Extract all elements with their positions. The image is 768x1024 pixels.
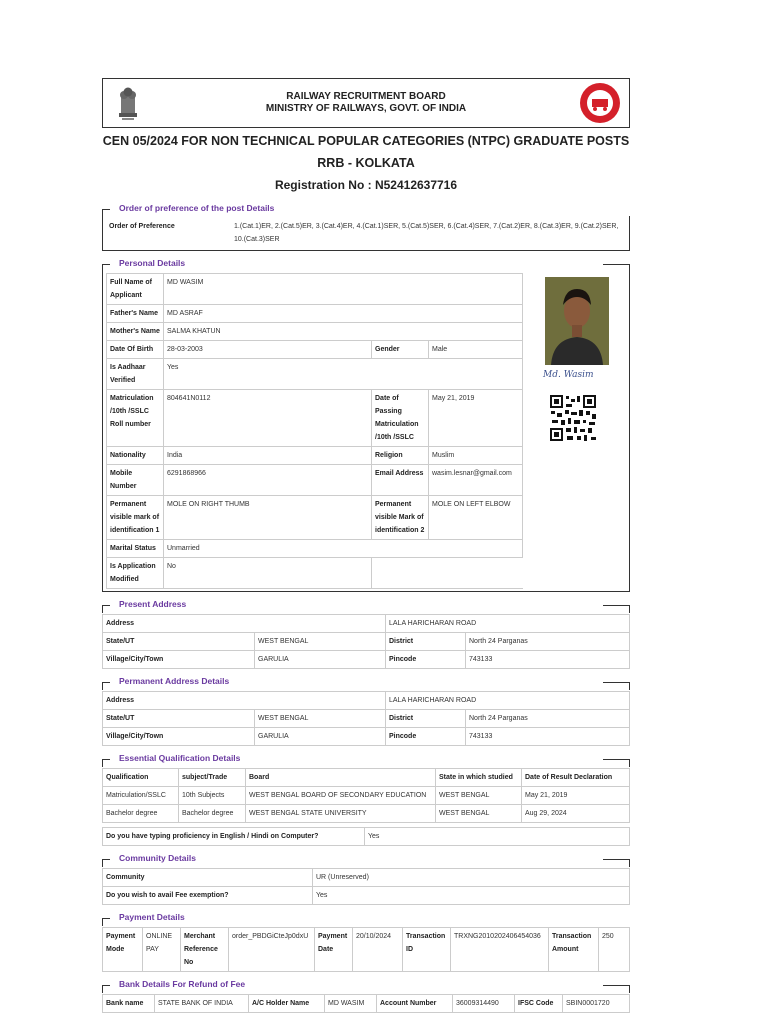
section-present-address — [102, 598, 630, 669]
value-father: MD ASRAF — [164, 305, 523, 323]
value-mark1: MOLE ON RIGHT THUMB — [164, 496, 372, 540]
value-village: GARULIA — [255, 728, 386, 746]
value-bank-name: STATE BANK OF INDIA — [155, 995, 249, 1013]
value-holder-name: MD WASIM — [325, 995, 377, 1013]
indian-railways-logo-icon — [579, 82, 621, 124]
label-mark1: Permanent visible mark of identification 1 — [107, 496, 164, 540]
label-village: Village/City/Town — [103, 728, 255, 746]
value-email: wasim.lesnar@gmail.com — [429, 465, 523, 496]
section-bank — [102, 978, 630, 1013]
registration-number: Registration No : N52412637716 — [274, 178, 458, 192]
label-marital: Marital Status — [107, 540, 164, 558]
value-typing: Yes — [365, 828, 630, 846]
value-payment-mode: ONLINE PAY — [143, 928, 181, 972]
value-district: North 24 Parganas — [466, 633, 630, 651]
label-mobile: Mobile Number — [107, 465, 164, 496]
value-nationality: India — [164, 447, 372, 465]
label-address: Address — [103, 692, 386, 710]
label-dop: Date of Passing Matriculation /10th /SSLC — [372, 390, 429, 447]
label-state: State/UT — [103, 633, 255, 651]
label-village: Village/City/Town — [103, 651, 255, 669]
value-merchant-ref: order_PBDGiCteJp0dxU — [229, 928, 315, 972]
section-preference — [102, 202, 630, 251]
section-heading: Payment Details — [119, 912, 185, 922]
section-heading: Essential Qualification Details — [119, 753, 241, 763]
section-heading: Order of preference of the post Details — [119, 203, 275, 213]
section-community — [102, 852, 630, 905]
label-district: District — [386, 633, 466, 651]
section-personal — [102, 257, 630, 592]
label-full-name: Full Name of Applicant — [107, 274, 164, 305]
value-state: WEST BENGAL — [255, 710, 386, 728]
table-row: Matriculation/SSLC 10th Subjects WEST BENGAL BOARD OF SECONDARY EDUCATION WEST BENGAL May 21, 2019 — [103, 787, 630, 805]
label-modified: Is Application Modified — [107, 558, 164, 589]
label-district: District — [386, 710, 466, 728]
value-religion: Muslim — [429, 447, 523, 465]
value-transaction-amount: 250 — [599, 928, 630, 972]
value-account-number: 36009314490 — [453, 995, 515, 1013]
value-district: North 24 Parganas — [466, 710, 630, 728]
label-pincode: Pincode — [386, 728, 466, 746]
value-modified: No — [164, 558, 372, 589]
label-mark2: Permanent visible Mark of identification 2 — [372, 496, 429, 540]
col-subject: subject/Trade — [179, 769, 246, 787]
national-emblem-icon — [113, 83, 143, 123]
section-qualification — [102, 752, 630, 846]
exam-title: CEN 05/2024 FOR NON TECHNICAL POPULAR CATEGORIES (NTPC) GRADUATE POSTS — [102, 134, 630, 148]
applicant-photo — [545, 277, 609, 365]
value-matric: 804641N0112 — [164, 390, 372, 447]
label-typing: Do you have typing proficiency in English / Hindi on Computer? — [103, 828, 365, 846]
value-pincode: 743133 — [466, 728, 630, 746]
value-dop: May 21, 2019 — [429, 390, 523, 447]
value-address: LALA HARICHARAN ROAD — [386, 692, 630, 710]
label-mother: Mother's Name — [107, 323, 164, 341]
col-qualification: Qualification — [103, 769, 179, 787]
label-fee-exemption: Do you wish to avail Fee exemption? — [103, 887, 313, 905]
value-address: LALA HARICHARAN ROAD — [386, 615, 630, 633]
board-name: RAILWAY RECRUITMENT BOARD — [286, 91, 446, 102]
col-board: Board — [246, 769, 436, 787]
rrb-zone: RRB - KOLKATA — [317, 156, 415, 170]
section-heading: Permanent Address Details — [119, 676, 230, 686]
label-bank-name: Bank name — [103, 995, 155, 1013]
value-full-name: MD WASIM — [164, 274, 523, 305]
value-community: UR (Unreserved) — [313, 869, 630, 887]
label-holder-name: A/C Holder Name — [249, 995, 325, 1013]
table-row: Bachelor degree Bachelor degree WEST BENGAL STATE UNIVERSITY WEST BENGAL Aug 29, 2024 — [103, 805, 630, 823]
label-religion: Religion — [372, 447, 429, 465]
label-merchant-ref: Merchant Reference No — [181, 928, 229, 972]
section-heading: Bank Details For Refund of Fee — [119, 979, 246, 989]
label-payment-mode: Payment Mode — [103, 928, 143, 972]
value-marital: Unmarried — [164, 540, 523, 558]
pref-value: 1.(Cat.1)ER, 2.(Cat.5)ER, 3.(Cat.4)ER, 4.(Cat.1)SER, 5.(Cat.5)SER, 6.(Cat.4)SER, 7.(Cat.2)ER, 8.(Cat.3)ER, 9.(Cat.2)SER, 10.(Cat.3)SER — [234, 223, 619, 243]
label-community: Community — [103, 869, 313, 887]
section-heading: Personal Details — [119, 258, 186, 268]
value-fee-exemption: Yes — [313, 887, 630, 905]
col-state: State in which studied — [436, 769, 522, 787]
section-permanent-address — [102, 675, 630, 746]
label-transaction-id: Transaction ID — [403, 928, 451, 972]
value-gender: Male — [429, 341, 523, 359]
label-transaction-amount: Transaction Amount — [549, 928, 599, 972]
value-aadhaar: Yes — [164, 359, 523, 390]
value-payment-date: 20/10/2024 — [353, 928, 403, 972]
label-state: State/UT — [103, 710, 255, 728]
value-transaction-id: TRXNG2010202406454036 — [451, 928, 549, 972]
pref-label: Order of Preference — [109, 223, 175, 230]
ministry-name: MINISTRY OF RAILWAYS, GOVT. OF INDIA — [265, 103, 467, 114]
qr-code-icon — [549, 394, 597, 442]
label-account-number: Account Number — [377, 995, 453, 1013]
section-payment — [102, 911, 630, 972]
label-father: Father's Name — [107, 305, 164, 323]
header-box — [102, 78, 630, 128]
signature: Md. Wasim — [543, 370, 594, 380]
value-dob: 28-03-2003 — [164, 341, 372, 359]
value-pincode: 743133 — [466, 651, 630, 669]
label-ifsc: IFSC Code — [515, 995, 563, 1013]
label-payment-date: Payment Date — [315, 928, 353, 972]
value-ifsc: SBIN0001720 — [563, 995, 630, 1013]
section-heading: Present Address — [119, 599, 187, 609]
value-mother: SALMA KHATUN — [164, 323, 523, 341]
value-mark2: MOLE ON LEFT ELBOW — [429, 496, 523, 540]
value-village: GARULIA — [255, 651, 386, 669]
label-dob: Date Of Birth — [107, 341, 164, 359]
application-form — [102, 78, 630, 1013]
label-pincode: Pincode — [386, 651, 466, 669]
label-nationality: Nationality — [107, 447, 164, 465]
section-heading: Community Details — [119, 853, 196, 863]
value-state: WEST BENGAL — [255, 633, 386, 651]
col-result-date: Date of Result Declaration — [522, 769, 630, 787]
value-mobile: 6291868966 — [164, 465, 372, 496]
label-aadhaar: Is Aadhaar Verified — [107, 359, 164, 390]
label-address: Address — [103, 615, 386, 633]
label-gender: Gender — [372, 341, 429, 359]
label-matric: Matriculation /10th /SSLC Roll number — [107, 390, 164, 447]
label-email: Email Address — [372, 465, 429, 496]
